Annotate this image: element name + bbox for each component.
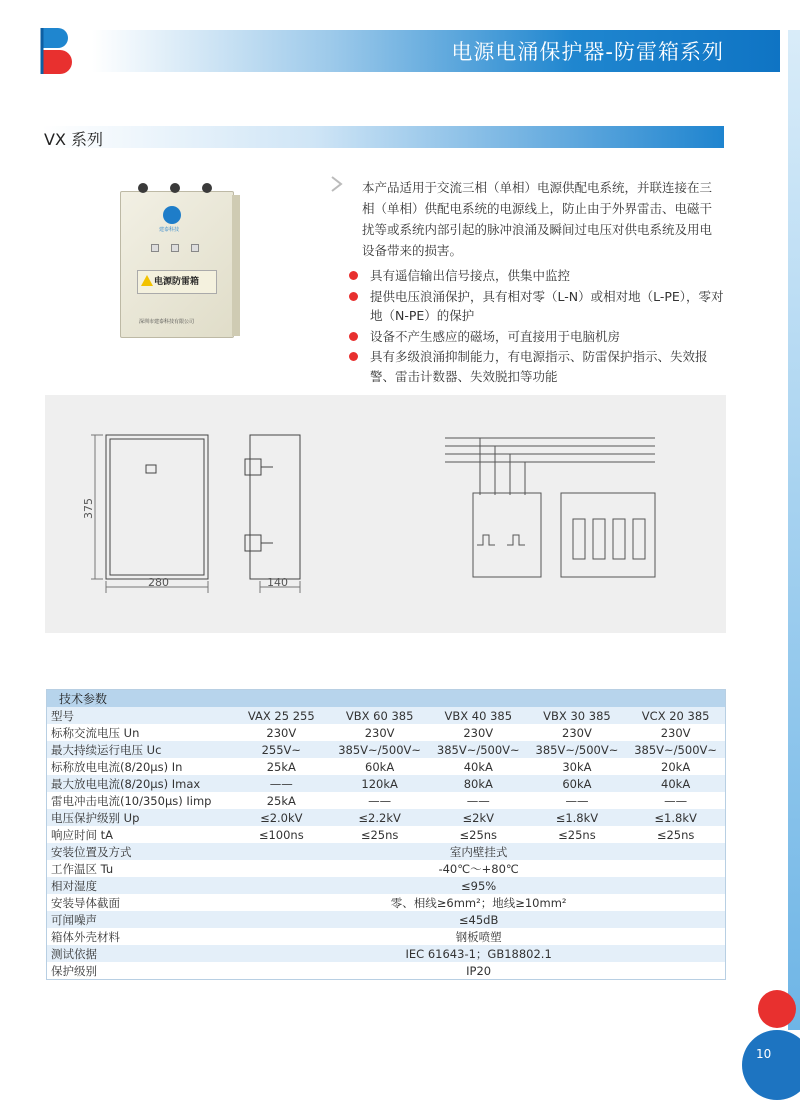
row-label: 相对湿度 <box>47 877 233 894</box>
brand-logo-icon <box>163 206 181 224</box>
row-label: 标称交流电压 Un <box>51 725 140 740</box>
technical-drawings <box>45 395 726 633</box>
cell-value: —— <box>664 793 688 808</box>
row-label: 保护级别 <box>51 963 97 978</box>
drawings-panel <box>45 395 726 633</box>
cell-value: IP20 <box>466 963 492 978</box>
cell-value: ≤25ns <box>459 827 498 842</box>
table-caption: 技术参数 <box>47 690 726 708</box>
table-header-row <box>47 707 726 724</box>
cell-value: ≤95% <box>232 877 725 894</box>
cell-value: 230V <box>562 725 592 740</box>
table-row <box>47 860 726 877</box>
cable-gland <box>170 183 180 193</box>
cell-value: 230V <box>364 725 395 740</box>
side-view-drawing <box>245 435 300 593</box>
row-label: 响应时间 tA <box>51 827 114 842</box>
bullet-icon <box>349 332 358 341</box>
depth-dimension: 140 <box>267 576 288 589</box>
table-row <box>47 775 726 792</box>
company-name: 深圳市建泰科技有限公司 <box>139 319 195 325</box>
cell-value: 30kA <box>562 759 592 774</box>
product-label-text: 电源防雷箱 <box>154 277 200 287</box>
cell-value: 40kA <box>463 759 493 774</box>
cell-value: 230V <box>463 725 494 740</box>
feature-item <box>346 347 728 386</box>
row-label: 标称放电电流(8/20μs) In <box>51 759 183 774</box>
indicator-light <box>191 244 199 252</box>
cell-value: ≤2.2kV <box>330 809 429 826</box>
table-row <box>47 843 726 860</box>
row-label: 安装导体截面 <box>51 895 120 910</box>
feature-text: 提供电压浪涌保护，具有相对零（L-N）或相对地（L-PE），零对地（N-PE）的保护 <box>370 288 724 323</box>
cell-value: 20kA <box>661 759 691 774</box>
indicator-light <box>171 244 179 252</box>
table-header-label: 型号 <box>47 707 233 724</box>
wiring-diagram <box>445 438 655 577</box>
row-label: 箱体外壳材料 <box>51 929 120 944</box>
feature-item <box>346 266 728 286</box>
cell-value: 120kA <box>330 775 429 792</box>
model-header: VBX 40 385 <box>429 707 528 724</box>
section-title: VX 系列 <box>44 130 103 149</box>
row-label: 电压保护级别 Up <box>47 809 233 826</box>
cell-value: 室内壁挂式 <box>232 843 725 860</box>
cell-value: 385V~/500V~ <box>626 741 725 758</box>
row-label: 雷电冲击电流(10/350μs) Iimp <box>51 793 212 808</box>
cell-value: 60kA <box>365 759 395 774</box>
chevron-right-icon <box>330 176 344 192</box>
feature-text: 具有遥信输出信号接点，供集中监控 <box>370 268 571 283</box>
page-number-badge <box>742 1030 800 1100</box>
cell-value: 40kA <box>626 775 725 792</box>
table-row <box>47 877 726 894</box>
cell-value: 230V <box>266 725 297 740</box>
cell-value: ≤45dB <box>232 911 725 928</box>
cell-value: 385V~/500V~ <box>528 741 627 758</box>
bullet-icon <box>349 292 358 301</box>
cell-value: 钢板喷塑 <box>455 929 502 944</box>
product-photo <box>120 183 240 338</box>
cable-gland <box>202 183 212 193</box>
model-header: VAX 25 255 <box>232 707 330 724</box>
cell-value: —— <box>565 793 589 808</box>
cell-value: 25kA <box>266 759 296 774</box>
product-description: 本产品适用于交流三相（单相）电源供配电系统，并联连接在三相（单相）供配电系统的电源线上，防止由于外界雷击、电磁干扰等或系统内部引起的脉冲浪涌及瞬间过电压对供电系统及用电设备带来的损害。 <box>362 180 713 258</box>
cell-value: 385V~/500V~ <box>330 741 429 758</box>
table-row <box>47 809 726 826</box>
page-number: 10 <box>756 1047 772 1061</box>
row-label: 可闻噪声 <box>47 911 233 928</box>
cell-value: -40℃～+80℃ <box>438 861 519 876</box>
header-bar <box>92 30 780 72</box>
row-label: 测试依据 <box>47 945 233 962</box>
table-row <box>47 792 726 809</box>
bullet-icon <box>349 352 358 361</box>
company-logo-icon <box>38 26 74 76</box>
row-label: 工作温区 Tu <box>51 861 114 876</box>
cell-value: ≤1.8kV <box>528 809 627 826</box>
brand-text: 建泰科技 <box>159 227 180 233</box>
cell-value: 80kA <box>429 775 528 792</box>
feature-item <box>346 327 728 347</box>
table-row <box>47 911 726 928</box>
feature-item <box>346 287 728 326</box>
product-label <box>137 270 217 294</box>
cell-value: IEC 61643-1；GB18802.1 <box>232 945 725 962</box>
row-label: 安装位置及方式 <box>47 843 233 860</box>
cell-value: 230V <box>660 725 691 740</box>
cell-value: ≤25ns <box>558 827 596 842</box>
row-label: 最大持续运行电压 Uc <box>47 741 233 758</box>
decorative-circle <box>758 990 796 1028</box>
cell-value: 25kA <box>266 793 296 808</box>
cell-value: ≤25ns <box>360 827 399 842</box>
cell-value: ≤1.8kV <box>626 809 725 826</box>
front-view-drawing <box>91 435 208 593</box>
cell-value: 255V~ <box>232 741 330 758</box>
table-row <box>47 826 726 843</box>
table-row <box>47 962 726 980</box>
table-row <box>47 758 726 775</box>
row-label: 最大放电电流(8/20μs) Imax <box>47 775 233 792</box>
side-stripe <box>788 30 800 1030</box>
table-row <box>47 741 726 758</box>
cell-value: —— <box>232 775 330 792</box>
feature-text: 具有多级浪涌抑制能力，有电源指示、防雷保护指示、失效报警、雷击计数器、失效脱扣等功能 <box>370 349 708 384</box>
cell-value: —— <box>368 793 392 808</box>
page-title: 电源电涌保护器-防雷箱系列 <box>451 40 724 64</box>
cell-value: —— <box>466 793 490 808</box>
table-caption-row <box>47 690 726 708</box>
table-row <box>47 928 726 945</box>
bullet-icon <box>349 271 358 280</box>
cell-value: ≤2kV <box>429 809 528 826</box>
table-row <box>47 724 726 741</box>
height-dimension: 375 <box>82 498 95 519</box>
model-header: VCX 20 385 <box>626 707 725 724</box>
warning-icon <box>141 275 153 286</box>
table-row <box>47 894 726 911</box>
table-row <box>47 945 726 962</box>
model-header: VBX 60 385 <box>330 707 429 724</box>
cell-value: ≤100ns <box>258 827 304 842</box>
cell-value: ≤2.0kV <box>232 809 330 826</box>
width-dimension: 280 <box>148 576 169 589</box>
cable-gland <box>138 183 148 193</box>
cell-value: 385V~/500V~ <box>429 741 528 758</box>
section-bar <box>42 126 724 148</box>
model-header: VBX 30 385 <box>528 707 627 724</box>
spec-table <box>46 689 726 980</box>
cell-value: 零、相线≥6mm²；地线≥10mm² <box>390 895 567 910</box>
product-box <box>120 191 234 338</box>
feature-list <box>346 266 728 387</box>
cell-value: 60kA <box>528 775 627 792</box>
cell-value: ≤25ns <box>656 827 695 842</box>
feature-text: 设备不产生感应的磁场，可直接用于电脑机房 <box>370 328 621 344</box>
product-side <box>232 195 240 336</box>
indicator-light <box>151 244 159 252</box>
